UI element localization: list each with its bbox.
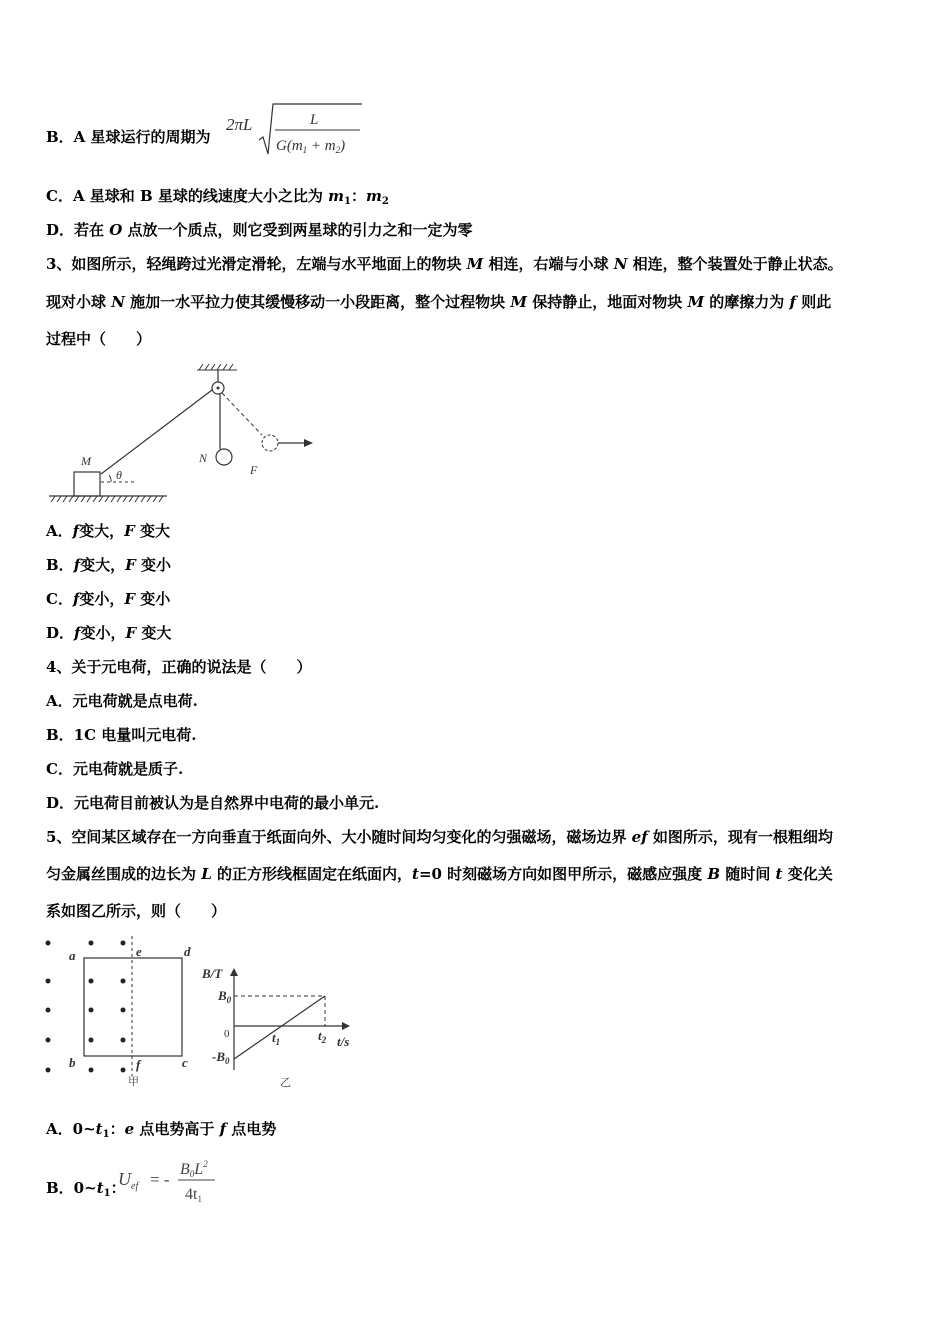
label-theta: θ xyxy=(116,468,122,482)
q4-stem: 4、关于元电荷，正确的说法是（ ） xyxy=(46,658,312,676)
ball-n xyxy=(216,449,232,465)
label-c: c xyxy=(182,1055,188,1070)
q4-option-d: D．元电荷目前被认为是自然界中电荷的最小单元. xyxy=(46,794,380,812)
label-n: N xyxy=(199,451,208,465)
q3-stem-line3: 过程中（ ） xyxy=(46,330,152,348)
ceiling-hatch xyxy=(197,364,237,370)
q2-period-formula xyxy=(222,100,367,160)
x-axis-arrow xyxy=(342,1022,350,1030)
q2-option-c: C．A 星球和 B 星球的线速度大小之比为 $m_1$：$m_2$ xyxy=(46,187,389,207)
block-m xyxy=(74,472,100,496)
q3-pulley-figure xyxy=(45,358,325,510)
tick-t1: $t_1$ xyxy=(272,1030,281,1047)
label-d: d xyxy=(184,944,191,959)
formula-denominator: $G(m_1 + m_2)$ xyxy=(276,138,346,155)
caption-yi: 乙 xyxy=(280,1077,291,1089)
q3-option-d: D．f变小，F 变大 xyxy=(46,624,172,642)
q5-stem-line1: 5、空间某区域存在一方向垂直于纸面向外、大小随时间均匀变化的匀强磁场，磁场边界 ef 如图所示，现有一根粗细均 xyxy=(46,828,833,846)
q5-stem-line3: 系如图乙所示，则（ ） xyxy=(46,902,227,920)
caption-jia: 甲 xyxy=(128,1076,139,1088)
rope-to-block xyxy=(101,390,212,474)
q5-figure-bt-graph xyxy=(200,960,360,1090)
q3-option-c: C．f变小，F 变小 xyxy=(46,590,171,608)
q3-option-a: A．f变大，F 变大 xyxy=(46,522,170,540)
q4-option-b: B．1C 电量叫元电荷. xyxy=(46,726,197,744)
tick-b0: $B_0$ xyxy=(218,988,232,1005)
q5-figure-frame xyxy=(36,934,206,1090)
label-m: M xyxy=(81,454,91,468)
formula-eq: = - xyxy=(150,1170,170,1189)
q3-option-b: B．f变大，F 变小 xyxy=(46,556,172,574)
formula-numerator: L xyxy=(310,112,319,128)
label-b: b xyxy=(69,1055,76,1070)
b-line xyxy=(234,996,325,1059)
x-label: t/s xyxy=(337,1034,350,1049)
formula-den: 4t1 xyxy=(185,1186,202,1204)
q5-uef-formula xyxy=(114,1152,224,1208)
q5-option-a: A．$0\sim t_1$：e 点电势高于 f 点电势 xyxy=(46,1120,277,1140)
q4-option-a: A．元电荷就是点电荷. xyxy=(46,692,198,710)
formula-u: $U_{ef}$ xyxy=(118,1169,139,1192)
arrow-head xyxy=(304,439,313,447)
rope-dashed xyxy=(222,393,262,435)
pulley-axle xyxy=(217,387,220,390)
q5-stem-line2: 匀金属丝围成的边长为 L 的正方形线框固定在纸面内，t=0 时刻磁场方向如图甲所示，磁感应强度 B 随时间 t 变化关 xyxy=(46,865,833,883)
q4-option-c: C．元电荷就是质子. xyxy=(46,760,184,778)
label-a: a xyxy=(69,948,76,963)
q2-option-b: B．A 星球运行的周期为 xyxy=(46,128,211,146)
label-e: e xyxy=(136,944,142,959)
label-f: f xyxy=(136,1057,141,1072)
formula-2piL: 2πL xyxy=(226,115,253,134)
ball-displaced xyxy=(262,435,278,451)
q3-stem-line2: 现对小球 N 施加一水平拉力使其缓慢移动一小段距离，整个过程物块 M 保持静止，地面对物块 M 的摩擦力为 f 则此 xyxy=(46,293,832,311)
field-dots xyxy=(46,941,126,1073)
q5-option-b: B．$0\sim t_1$： xyxy=(46,1179,126,1199)
q3-stem-line1: 3、如图所示，轻绳跨过光滑定滑轮，左端与水平地面上的物块 M 相连，右端与小球 N 相连，整个装置处于静止状态。 xyxy=(46,255,843,273)
label-f-force: F xyxy=(250,463,258,477)
angle-arc xyxy=(109,475,111,482)
y-label: B/T xyxy=(202,966,223,981)
formula-num: $B0L^2$ xyxy=(180,1159,208,1179)
q2-option-d: D．若在 O 点放一个质点，则它受到两星球的引力之和一定为零 xyxy=(46,221,473,239)
ground-hatch xyxy=(51,496,163,502)
y-axis-arrow xyxy=(230,968,238,976)
tick-zero: 0 xyxy=(224,1028,230,1040)
tick-t2: $t_2$ xyxy=(318,1028,327,1045)
tick-neg-b0: $-B_0$ xyxy=(212,1049,230,1066)
square-frame xyxy=(84,958,182,1056)
